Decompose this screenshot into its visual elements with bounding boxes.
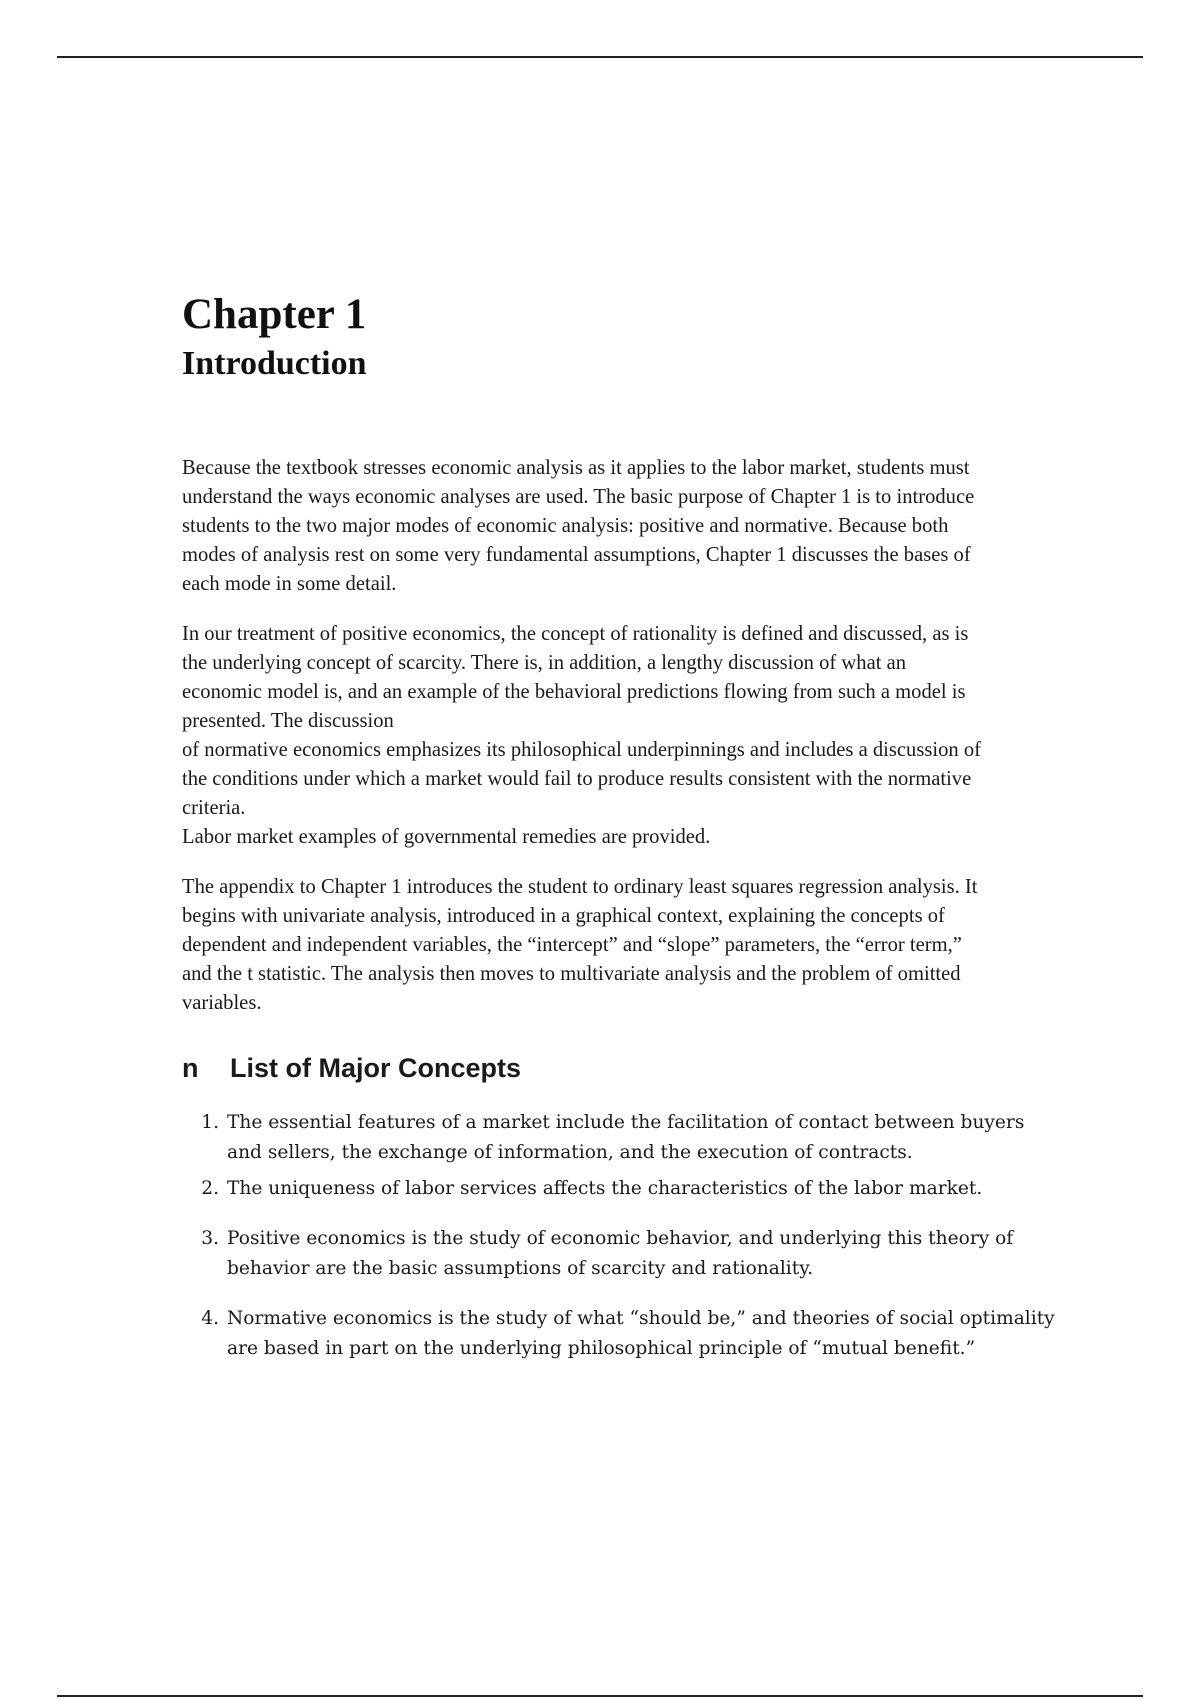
paragraph-line: economic model is, and an example of the behavioral predictions flowing from such a model is <box>182 681 966 703</box>
list-item-line: behavior are the basic assumptions of scarcity and rationality. <box>227 1258 814 1279</box>
paragraph-line: students to the two major modes of economic analysis: positive and normative. Because both <box>182 515 949 537</box>
list-item-line: The uniqueness of labor services affects the characteristics of the labor market. <box>227 1178 983 1199</box>
section-heading <box>182 1051 1062 1085</box>
paragraph-line: In our treatment of positive economics, the concept of rationality is defined and discussed, as is <box>182 623 969 645</box>
list-item-line: and sellers, the exchange of information, and the execution of contracts. <box>227 1142 913 1163</box>
list-item-text <box>227 1174 1062 1204</box>
chapter-title: Introduction <box>182 345 367 382</box>
paragraph-line: presented. The discussion <box>182 710 394 732</box>
paragraph-2 <box>182 620 1060 852</box>
paragraph-line: the underlying concept of scarcity. There is, in addition, a lengthy discussion of what an <box>182 652 907 674</box>
list-item <box>182 1304 1062 1364</box>
paragraph-line: Because the textbook stresses economic analysis as it applies to the labor market, students must <box>182 457 970 479</box>
paragraph-line: criteria. <box>182 797 246 819</box>
list-item-line: are based in part on the underlying philosophical principle of “mutual benefit.” <box>227 1338 976 1359</box>
list-item-text <box>227 1304 1062 1364</box>
list-item <box>182 1174 1062 1204</box>
chapter-number: Chapter 1 <box>182 291 367 338</box>
list-item-line: The essential features of a market include the facilitation of contact between buyers <box>227 1112 1025 1133</box>
paragraph-line: The appendix to Chapter 1 introduces the student to ordinary least squares regression analysis. It <box>182 876 978 898</box>
paragraph-line: understand the ways economic analyses are used. The basic purpose of Chapter 1 is to introduce <box>182 486 975 508</box>
section-heading-text: List of Major Concepts <box>230 1053 522 1083</box>
list-item-number: 4. <box>201 1308 219 1329</box>
major-concepts-list <box>182 1108 1062 1364</box>
list-item-line: Positive economics is the study of economic behavior, and underlying this theory of <box>227 1228 1014 1249</box>
paragraph-line: begins with univariate analysis, introduced in a graphical context, explaining the concepts of <box>182 905 945 927</box>
paragraph-line: dependent and independent variables, the “intercept” and “slope” parameters, the “error term,” <box>182 934 962 956</box>
list-item-text <box>227 1108 1062 1168</box>
paragraph-line: modes of analysis rest on some very fundamental assumptions, Chapter 1 discusses the bases of <box>182 544 971 566</box>
list-item <box>182 1224 1062 1284</box>
paragraph-line: and the t statistic. The analysis then moves to multivariate analysis and the problem of omitted <box>182 963 961 985</box>
paragraph-line: Labor market examples of governmental remedies are provided. <box>182 826 711 848</box>
page-content <box>182 290 1062 1364</box>
section-marker: n <box>182 1053 199 1083</box>
bottom-rule <box>57 1695 1143 1697</box>
paragraph-line: the conditions under which a market would fail to produce results consistent with the normative <box>182 768 972 790</box>
top-rule <box>57 56 1143 58</box>
list-item-number: 3. <box>201 1228 219 1249</box>
list-item-number: 2. <box>201 1178 219 1199</box>
list-item <box>182 1108 1062 1168</box>
paragraph-line: of normative economics emphasizes its philosophical underpinnings and includes a discussion of <box>182 739 981 761</box>
paragraph-line: each mode in some detail. <box>182 573 397 595</box>
list-item-line: Normative economics is the study of what “should be,” and theories of social optimality <box>227 1308 1055 1329</box>
paragraph-1 <box>182 454 1060 599</box>
paragraph-line: variables. <box>182 992 262 1014</box>
list-item-number: 1. <box>201 1112 219 1133</box>
chapter-intro <box>182 454 1062 1018</box>
paragraph-3 <box>182 873 1060 1018</box>
list-item-text <box>227 1224 1062 1284</box>
